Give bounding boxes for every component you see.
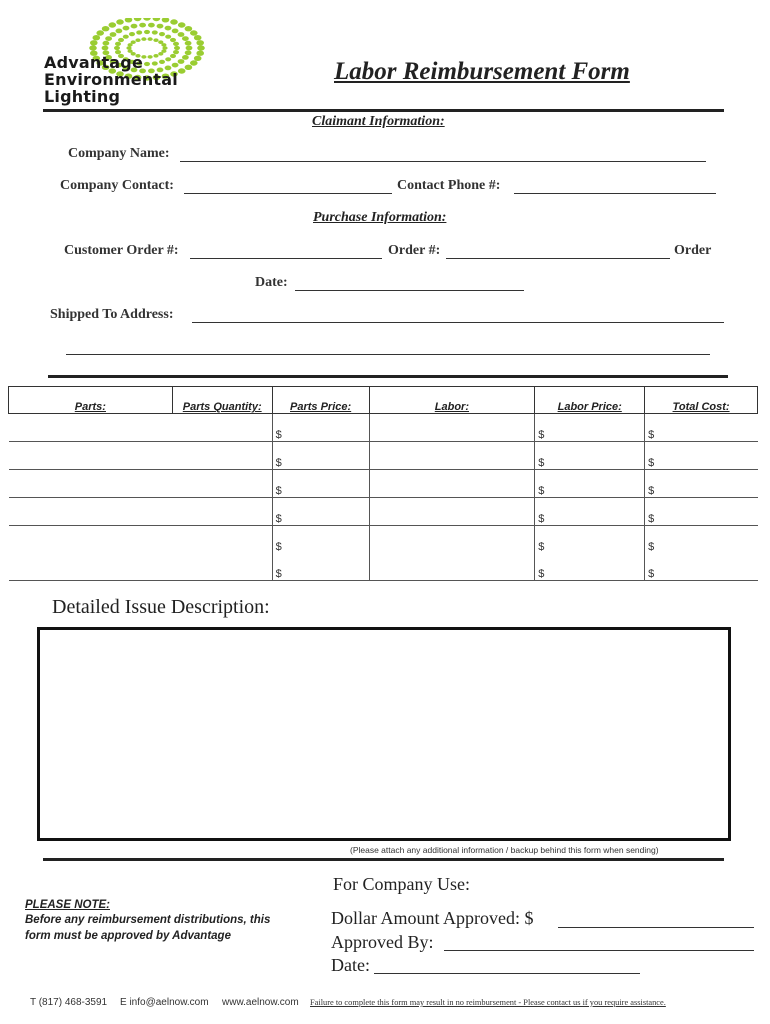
- logo-ray-dot: [153, 18, 161, 21]
- logo-ray-dot: [144, 30, 150, 34]
- logo-ray-dot: [114, 46, 120, 50]
- logo-ray-dot: [190, 60, 198, 65]
- attach-note: (Please attach any additional information / backup behind this form when sending): [350, 845, 659, 855]
- logo-ray-dot: [165, 26, 172, 31]
- order-word-label: Order: [674, 243, 712, 258]
- logo-ray-dot: [159, 60, 165, 64]
- logo-ray-dot: [118, 38, 124, 42]
- logo-ray-dot: [90, 40, 98, 45]
- company-contact-field[interactable]: [184, 193, 392, 194]
- col-total-cost: Total Cost:: [645, 387, 758, 414]
- logo-ray-dot: [93, 35, 101, 40]
- parts-price-cell[interactable]: $: [272, 442, 369, 470]
- company-name-label: Company Name:: [68, 146, 170, 161]
- logo-ray-dot: [178, 59, 185, 64]
- logo-ray-dot: [185, 65, 193, 70]
- logo-ray-dot: [123, 26, 130, 31]
- labor-price-cell[interactable]: $: [535, 553, 645, 581]
- company-date-field[interactable]: [374, 973, 640, 974]
- logo-ray-dot: [194, 35, 202, 40]
- logo-ray-dot: [196, 40, 204, 45]
- please-note-line-2: form must be approved by Advantage: [25, 930, 231, 942]
- table-row[interactable]: [9, 414, 758, 442]
- footer-email[interactable]: E info@aelnow.com: [120, 997, 209, 1008]
- logo-ray-dot: [185, 26, 193, 31]
- purchase-heading: Purchase Information:: [313, 210, 447, 225]
- parts-price-cell[interactable]: $: [272, 553, 369, 581]
- title-rule: [43, 109, 724, 112]
- logo-ray-dot: [173, 42, 179, 46]
- parts-price-cell[interactable]: $: [272, 526, 369, 554]
- table-row[interactable]: [9, 553, 758, 581]
- shipped-to-field[interactable]: [192, 322, 724, 323]
- logo-ray-dot: [123, 35, 129, 39]
- total-cost-cell[interactable]: $: [645, 553, 758, 581]
- logo-ray-dot: [162, 46, 167, 50]
- description-heading: Detailed Issue Description:: [52, 596, 270, 618]
- logo-line-3: Lighting: [44, 87, 121, 106]
- logo-line-1: Advantage: [44, 53, 144, 72]
- order-number-label: Order #:: [388, 243, 441, 258]
- logo-ray-dot: [116, 29, 123, 34]
- logo-ray-dot: [162, 18, 170, 23]
- logo-ray-dot: [159, 32, 165, 36]
- logo-ray-dot: [182, 55, 189, 60]
- logo-ray-dot: [89, 45, 97, 50]
- total-cost-cell[interactable]: $: [645, 442, 758, 470]
- logo-ray-dot: [170, 19, 178, 24]
- logo-ray-dot: [144, 62, 150, 66]
- shipped-to-label: Shipped To Address:: [50, 307, 174, 322]
- logo-ray-dot: [190, 30, 198, 35]
- logo-ray-dot: [115, 42, 121, 46]
- page-title: Labor Reimbursement Form: [334, 58, 630, 85]
- logo: [40, 18, 220, 110]
- labor-price-cell[interactable]: $: [535, 526, 645, 554]
- col-parts: Parts:: [9, 387, 173, 414]
- logo-ray-dot: [136, 30, 142, 34]
- company-name-field[interactable]: [180, 161, 706, 162]
- approved-by-label: Approved By:: [331, 932, 434, 952]
- logo-ray-dot: [125, 18, 133, 23]
- company-contact-label: Company Contact:: [60, 178, 174, 193]
- logo-ray-dot: [165, 35, 171, 39]
- logo-ray-dot: [178, 22, 186, 27]
- logo-ray-dot: [143, 18, 151, 21]
- dollar-amount-label: Dollar Amount Approved: $: [331, 908, 534, 928]
- logo-ray-dot: [131, 24, 138, 29]
- logo-ray-dot: [170, 38, 176, 42]
- total-cost-cell[interactable]: $: [645, 498, 758, 526]
- order-number-field[interactable]: [446, 258, 670, 259]
- description-rule: [43, 858, 724, 861]
- logo-ray-dot: [157, 24, 164, 29]
- logo-ray-dot: [135, 38, 140, 42]
- parts-price-cell[interactable]: $: [272, 470, 369, 498]
- company-date-label: Date:: [331, 955, 370, 975]
- logo-ray-dot: [153, 38, 158, 42]
- order-date-field[interactable]: [295, 290, 524, 291]
- logo-ray-dot: [109, 22, 117, 27]
- logo-ray-dot: [196, 51, 204, 56]
- table-row[interactable]: [9, 498, 758, 526]
- logo-ray-dot: [129, 32, 135, 36]
- logo-ray-dot: [148, 55, 153, 59]
- logo-ray-dot: [172, 63, 179, 68]
- logo-ray-dot: [178, 32, 185, 37]
- please-note-title: PLEASE NOTE:: [25, 899, 110, 911]
- labor-price-cell[interactable]: $: [535, 470, 645, 498]
- logo-ray-dot: [170, 54, 176, 58]
- logo-ray-dot: [182, 36, 189, 41]
- company-use-heading: For Company Use:: [333, 874, 470, 894]
- logo-ray-dot: [194, 56, 202, 61]
- logo-ray-dot: [102, 26, 110, 31]
- logo-ray-dot: [173, 50, 179, 54]
- order-date-label: Date:: [255, 275, 288, 290]
- approved-by-field[interactable]: [444, 950, 754, 951]
- logo-ray-dot: [110, 32, 117, 37]
- logo-ray-dot: [148, 37, 153, 41]
- logo-line-2: Environmental: [44, 70, 178, 89]
- claimant-heading: Claimant Information:: [312, 114, 445, 129]
- labor-price-cell[interactable]: $: [535, 498, 645, 526]
- logo-ray-dot: [152, 61, 158, 65]
- logo-ray-dot: [131, 40, 136, 44]
- logo-ray-dot: [102, 46, 109, 51]
- logo-ray-dot: [172, 29, 179, 34]
- logo-ray-dot: [141, 37, 146, 41]
- dollar-amount-field[interactable]: [558, 927, 754, 928]
- total-cost-cell[interactable]: $: [645, 526, 758, 554]
- logo-ray-dot: [174, 46, 180, 50]
- logo-ray-dot: [153, 54, 158, 58]
- logo-ray-dot: [185, 50, 192, 55]
- logo-ray-dot: [161, 43, 166, 47]
- logo-ray-dot: [165, 57, 171, 61]
- logo-ray-dot: [116, 19, 124, 24]
- logo-ray-dot: [126, 46, 131, 50]
- labor-price-cell[interactable]: $: [535, 442, 645, 470]
- table-row[interactable]: [9, 526, 758, 554]
- customer-order-label: Customer Order #:: [64, 243, 179, 258]
- contact-phone-label: Contact Phone #:: [397, 178, 501, 193]
- logo-ray-dot: [158, 52, 163, 56]
- logo-ray-dot: [96, 30, 104, 35]
- col-parts-quantity: Parts Quantity:: [172, 387, 272, 414]
- shipped-to-field-line-2[interactable]: [66, 354, 710, 355]
- col-labor: Labor:: [369, 387, 535, 414]
- labor-price-cell[interactable]: $: [535, 414, 645, 442]
- logo-ray-dot: [186, 46, 193, 51]
- footer-warning: Failure to complete this form may result in no reimbursement - Please contact us if you require assistance.: [310, 998, 666, 1007]
- logo-ray-dot: [139, 23, 146, 28]
- logo-ray-dot: [185, 41, 192, 46]
- table-row[interactable]: [9, 442, 758, 470]
- footer-phone: T (817) 468-3591: [30, 997, 108, 1008]
- parts-price-cell[interactable]: $: [272, 414, 369, 442]
- parts-price-cell[interactable]: $: [272, 498, 369, 526]
- purchase-rule: [48, 375, 728, 378]
- col-parts-price: Parts Price:: [272, 387, 369, 414]
- please-note-line-1: Before any reimbursement distributions, this: [25, 914, 271, 926]
- footer-website[interactable]: www.aelnow.com: [222, 997, 299, 1008]
- logo-ray-dot: [148, 23, 155, 28]
- logo-ray-dot: [134, 18, 142, 21]
- logo-ray-dot: [178, 68, 186, 73]
- total-cost-cell[interactable]: $: [645, 470, 758, 498]
- logo-ray-dot: [105, 36, 112, 41]
- table-row[interactable]: [9, 470, 758, 498]
- total-cost-cell[interactable]: $: [645, 414, 758, 442]
- logo-ray-dot: [103, 41, 110, 46]
- logo-ray-dot: [197, 45, 205, 50]
- table-header-row: [9, 387, 758, 414]
- logo-ray-dot: [152, 30, 158, 34]
- contact-phone-field[interactable]: [514, 193, 716, 194]
- parts-table: [8, 386, 758, 581]
- customer-order-field[interactable]: [190, 258, 382, 259]
- description-textarea[interactable]: [37, 627, 731, 841]
- col-labor-price: Labor Price:: [535, 387, 645, 414]
